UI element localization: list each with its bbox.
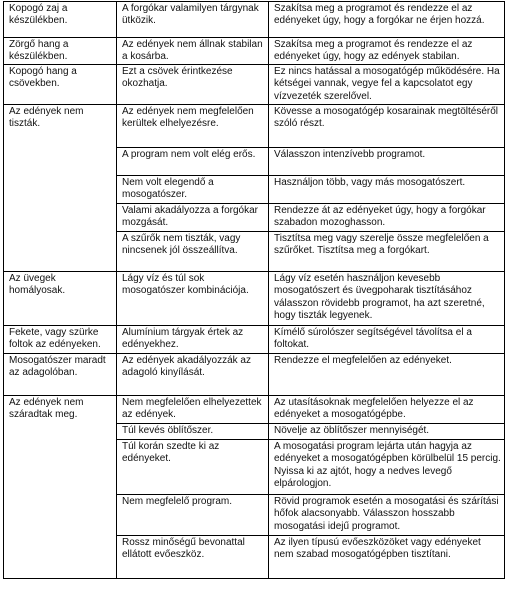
cause-cell: A szűrők nem tiszták, vagy nincsenek jól összeállítva.: [117, 232, 269, 272]
solution-cell: Rendezze el megfelelően az edényeket.: [269, 354, 505, 396]
cause-cell: Ezt a csövek érintkezése okozhatja.: [117, 65, 269, 105]
solution-cell: A mosogatási program lejárta után hagyja az edényeket a mosogatógépben körülbelül 15 percig. Nyissa ki az ajtót, hogy a nedves levegő elpárologjon.: [269, 440, 505, 495]
cause-cell: Az edények nem állnak stabilan a kosárba.: [117, 38, 269, 65]
table-row: [4, 105, 505, 148]
problem-cell: Zörgő hang a készülékben.: [4, 38, 117, 65]
cause-cell: Valami akadályozza a forgókar mozgását.: [117, 204, 269, 232]
table-row: [4, 2, 505, 38]
cause-cell: Túl kevés öblítőszer.: [117, 424, 269, 440]
problem-cell: Az üvegek homályosak.: [4, 272, 117, 326]
problem-cell: Fekete, vagy szürke foltok az edényeken.: [4, 326, 117, 354]
solution-cell: Válasszon intenzívebb programot.: [269, 148, 505, 176]
solution-cell: Szakítsa meg a programot és rendezze el az edényeket úgy, hogy a forgókar ne érjen hozzá.: [269, 2, 505, 38]
problem-cell: Kopogó hang a csövekben.: [4, 65, 117, 105]
cause-cell: Nem megfelelően elhelyezettek az edények.: [117, 396, 269, 424]
solution-cell: Az ilyen típusú evőeszközöket vagy edényeket nem szabad mosogatógépben tisztítani.: [269, 536, 505, 579]
cause-cell: A forgókar valamilyen tárgynak ütközik.: [117, 2, 269, 38]
problem-cell: Mosogatószer maradt az adagolóban.: [4, 354, 117, 396]
table-row: [4, 354, 505, 396]
cause-cell: A program nem volt elég erős.: [117, 148, 269, 176]
table-row: [4, 396, 505, 424]
solution-cell: Tisztítsa meg vagy szerelje össze megfelelően a szűrőket. Tisztítsa meg a forgókart.: [269, 232, 505, 272]
solution-cell: Kímélő súrolószer segítségével távolítsa el a foltokat.: [269, 326, 505, 354]
table-row: [4, 326, 505, 354]
cause-cell: Nem volt elegendő a mosogatószer.: [117, 176, 269, 204]
problem-cell: Az edények nem tiszták.: [4, 105, 117, 272]
solution-cell: Használjon több, vagy más mosogatószert.: [269, 176, 505, 204]
solution-cell: Ez nincs hatással a mosogatógép működésére. Ha kétségei vannak, vegye fel a kapcsolatot egy vízvezeték szerelővel.: [269, 65, 505, 105]
solution-cell: Az utasításoknak megfelelően helyezze el az edényeket a mosogatógépbe.: [269, 396, 505, 424]
problem-cell: Kopogó zaj a készülékben.: [4, 2, 117, 38]
solution-cell: Kövesse a mosogatógép kosarainak megtöltéséről szóló részt.: [269, 105, 505, 148]
cause-cell: Túl korán szedte ki az edényeket.: [117, 440, 269, 495]
table-row: [4, 272, 505, 326]
cause-cell: Nem megfelelő program.: [117, 495, 269, 536]
table-row: [4, 38, 505, 65]
cause-cell: Az edények nem megfelelően kerültek elhelyezésre.: [117, 105, 269, 148]
solution-cell: Szakítsa meg a programot és rendezze el az edényeket úgy, hogy az edények stabilan.: [269, 38, 505, 65]
cause-cell: Lágy víz és túl sok mosogatószer kombinációja.: [117, 272, 269, 326]
solution-cell: Rövid programok esetén a mosogatási és szárítási hőfok alacsonyabb. Válasszon hosszabb mosogatási idejű programot.: [269, 495, 505, 536]
solution-cell: Rendezze át az edényeket úgy, hogy a forgókar szabadon mozoghasson.: [269, 204, 505, 232]
cause-cell: Az edények akadályozzák az adagoló kinyílását.: [117, 354, 269, 396]
cause-cell: Alumínium tárgyak értek az edényekhez.: [117, 326, 269, 354]
troubleshooting-table: [3, 1, 505, 579]
solution-cell: Növelje az öblítőszer mennyiségét.: [269, 424, 505, 440]
cause-cell: Rossz minőségű bevonattal ellátott evőeszköz.: [117, 536, 269, 579]
solution-cell: Lágy víz esetén használjon kevesebb mosogatószert és üvegpoharak tisztításához válasszon rövidebb programot, ha azt szeretné, hogy tiszták legyenek.: [269, 272, 505, 326]
problem-cell: Az edények nem száradtak meg.: [4, 396, 117, 579]
table-row: [4, 65, 505, 105]
